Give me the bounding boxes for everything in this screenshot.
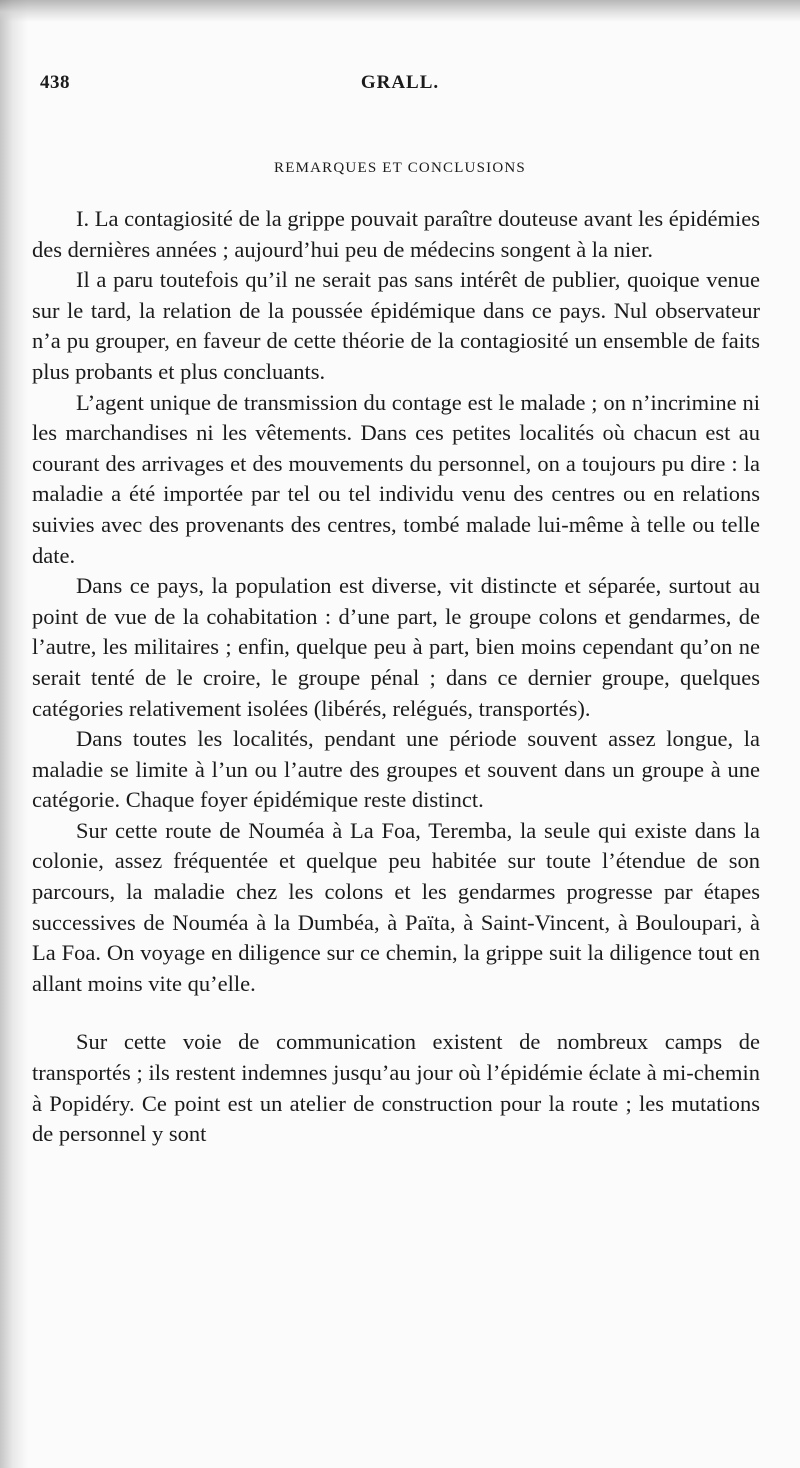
paragraph-3: L’agent unique de transmission du contage est le malade ; on n’incrimine ni les marchandises ni les vêtements. Dans ces petites localités où chacun est au courant des arrivages et des mouvements du personnel, on a toujours pu dire : la maladie a été importée par tel ou tel individu venu des centres ou en relations suivies avec des provenants des centres, tombé malade lui-même à telle ou telle date. xyxy=(32,389,760,568)
paragraph-5: Dans toutes les localités, pendant une période souvent assez longue, la maladie se limite à l’un ou l’autre des groupes et souvent dans un groupe à une catégorie. Chaque foyer épidémique reste distinct. xyxy=(32,726,760,813)
paragraph-2: Il a paru toutefois qu’il ne serait pas sans intérêt de publier, quoique venue sur le tard, la relation de la poussée épidémique dans ce pays. Nul observateur n’a pu grouper, en faveur de cette théorie de la contagiosité un ensemble de faits plus probants et plus concluants. xyxy=(32,267,760,384)
paragraph-4: Dans ce pays, la population est diverse, vit distincte et séparée, surtout au point de vue de la cohabitation : d’une part, le groupe colons et gendarmes, de l’autre, les militaires ; enfin, quelque peu à part, bien moins cependant qu’on ne serait tenté de le croire, le groupe pénal ; dans ce dernier groupe, quelques catégories relativement isolées (libérés, relégués, transportés). xyxy=(32,573,760,721)
paragraph-7: Sur cette voie de communication existent de nombreux camps de transportés ; ils restent indemnes jusqu’au jour où l’épidémie éclate à mi-chemin à Popidéry. Ce point est un atelier de construction pour la route ; les mutations de personnel y sont xyxy=(32,1029,760,1147)
paragraph-6: Sur cette route de Nouméa à La Foa, Teremba, la seule qui existe dans la colonie, assez fréquentée et quelque peu habitée sur toute l’étendue de son parcours, la maladie chez les colons et les gendarmes progresse par étapes successives de Nouméa à la Dumbéa, à Païta, à Saint-Vincent, à Bouloupari, à La Foa. On voyage en diligence sur ce chemin, la grippe suit la diligence tout en allant moins vite qu’elle. xyxy=(32,817,760,996)
top-edge-shadow xyxy=(0,0,800,22)
paragraph-1: I. La contagiosité de la grippe pouvait paraître douteuse avant les épidémies des dernières années ; aujourd’hui peu de médecins songent à la nier. xyxy=(32,206,760,262)
section-heading: REMARQUES ET CONCLUSIONS xyxy=(274,160,526,176)
binding-shadow xyxy=(0,0,28,1468)
page-number: 438 xyxy=(40,72,70,93)
page-header xyxy=(40,72,760,102)
running-title: GRALL. xyxy=(360,72,440,93)
body-text xyxy=(32,204,760,1150)
